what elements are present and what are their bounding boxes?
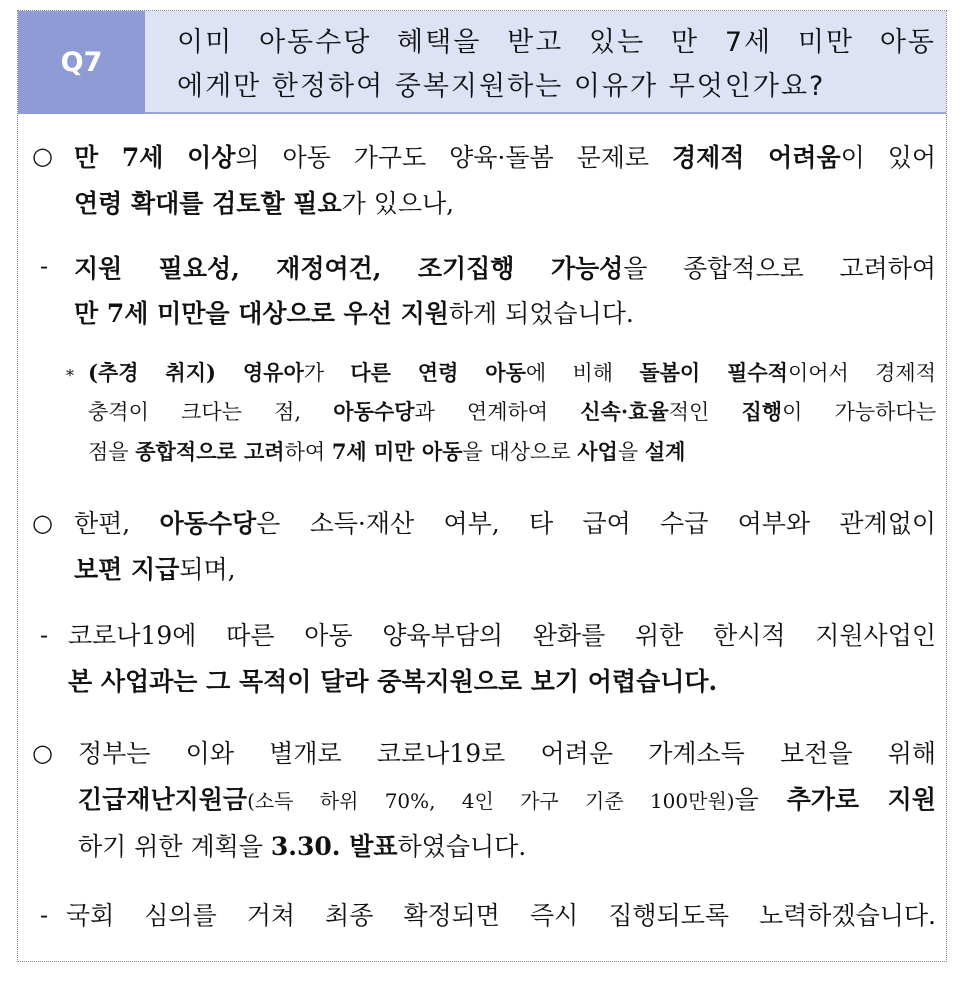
- question-line-1: 이미 아동수당 혜택을 받고 있는 만 7세 미만 아동: [177, 27, 936, 58]
- bold-text-run: 설계: [644, 439, 686, 464]
- text-run: 하여: [284, 440, 332, 464]
- text-run: 하였습니다.: [397, 832, 527, 861]
- text-run: 충격이 크다는 점,: [88, 400, 334, 424]
- bold-text-run: (추경 취지) 영유아: [88, 360, 304, 385]
- answer-line: [74, 550, 236, 586]
- answer-line: [78, 734, 936, 770]
- bold-text-run: 3.30. 발표: [270, 832, 398, 861]
- bold-text-run: 연령 확대를 검토할 필요: [74, 189, 342, 218]
- bold-text-run: 종합적으로 고려: [135, 439, 285, 464]
- text-run: 이 있어: [840, 143, 936, 172]
- text-run: 을: [617, 440, 645, 464]
- text-run: 이어서 경제적: [787, 361, 936, 385]
- text-run: 을: [734, 785, 787, 814]
- text-run: 과 연계하여: [414, 400, 581, 424]
- answer-line: [68, 662, 717, 698]
- note-line: [88, 357, 936, 387]
- text-run: 가: [303, 361, 351, 385]
- text-run: 되며,: [179, 555, 236, 584]
- note-asterisk: *: [66, 366, 74, 385]
- answer-line: [66, 896, 936, 932]
- bold-text-run: 7세 미만 아동: [331, 439, 463, 464]
- bold-text-run: 아동수당: [333, 399, 415, 424]
- bold-text-run: 보편 지급: [74, 555, 180, 584]
- text-run: 정부는 이와 별개로 코로나19로 어려운 가계소득 보전을 위해: [78, 739, 936, 768]
- answer-line: [74, 294, 634, 330]
- circle-bullet: ○: [32, 509, 53, 537]
- bold-text-run: 지원 필요성, 재정여건, 조기집행 가능성: [74, 254, 624, 283]
- question-box: [145, 11, 946, 114]
- dash-bullet: -: [40, 252, 49, 280]
- bold-text-run: 신속·효율: [580, 399, 669, 424]
- text-run: 이 가능하다는: [782, 400, 937, 424]
- answer-line: [68, 616, 936, 652]
- answer-line: [78, 827, 526, 863]
- answer-line: [74, 249, 936, 285]
- bold-text-run: 아동수당: [159, 509, 257, 538]
- note-line: [88, 396, 936, 426]
- bold-text-run: 만 7세 이상: [74, 143, 236, 172]
- circle-bullet: ○: [32, 142, 53, 170]
- text-run: 코로나19에 따른 아동 양육부담의 완화를 위한 한시적 지원사업인: [68, 621, 936, 650]
- question-number-badge: Q7: [18, 11, 145, 114]
- bold-text-run: 다른 연령 아동: [350, 360, 526, 385]
- text-run: 점을: [88, 440, 136, 464]
- question-line-2: 에게만 한정하여 중복지원하는 이유가 무엇인가요?: [177, 71, 826, 102]
- answer-line: [74, 138, 936, 174]
- text-run: 하기 위한 계획을: [78, 832, 271, 861]
- circle-bullet: ○: [32, 739, 53, 767]
- text-run: 을 종합적으로 고려하여: [623, 254, 936, 283]
- answer-line: [78, 780, 936, 816]
- bold-text-run: 추가로 지원: [786, 785, 936, 814]
- question-header: [18, 11, 946, 114]
- text-run: 의 아동 가구도 양육·돌봄 문제로: [235, 143, 672, 172]
- answer-line: [74, 504, 936, 540]
- text-run: 을 대상으로: [462, 440, 578, 464]
- bold-text-run: 만 7세 미만을 대상으로 우선 지원: [74, 299, 449, 328]
- text-run: 적인: [668, 400, 742, 424]
- answer-line: [74, 184, 454, 220]
- bold-text-run: 사업: [577, 439, 618, 464]
- question-text: [177, 21, 936, 109]
- dash-bullet: -: [40, 621, 49, 649]
- text-run: 은 소득·재산 여부, 타 급여 수급 여부와 관계없이: [256, 509, 936, 538]
- bold-text-run: 경제적 어려움: [672, 143, 841, 172]
- text-run: 하게 되었습니다.: [448, 299, 634, 328]
- text-run: 에 비해: [525, 361, 640, 385]
- bold-text-run: 본 사업과는 그 목적이 달라 중복지원으로 보기 어렵습니다.: [68, 667, 718, 696]
- bold-text-run: 집행: [741, 399, 783, 424]
- text-run: 가 있으나,: [341, 189, 455, 218]
- note-line: [88, 436, 685, 466]
- text-run: (소득 하위 70%, 4인 가구 기준 100만원): [247, 789, 735, 813]
- dash-bullet: -: [40, 901, 49, 929]
- text-run: 국회 심의를 거쳐 최종 확정되면 즉시 집행되도록 노력하겠습니다.: [66, 901, 936, 930]
- bold-text-run: 돌봄이 필수적: [639, 360, 788, 385]
- text-run: 한편,: [74, 509, 160, 538]
- bold-text-run: 긴급재난지원금: [78, 785, 248, 814]
